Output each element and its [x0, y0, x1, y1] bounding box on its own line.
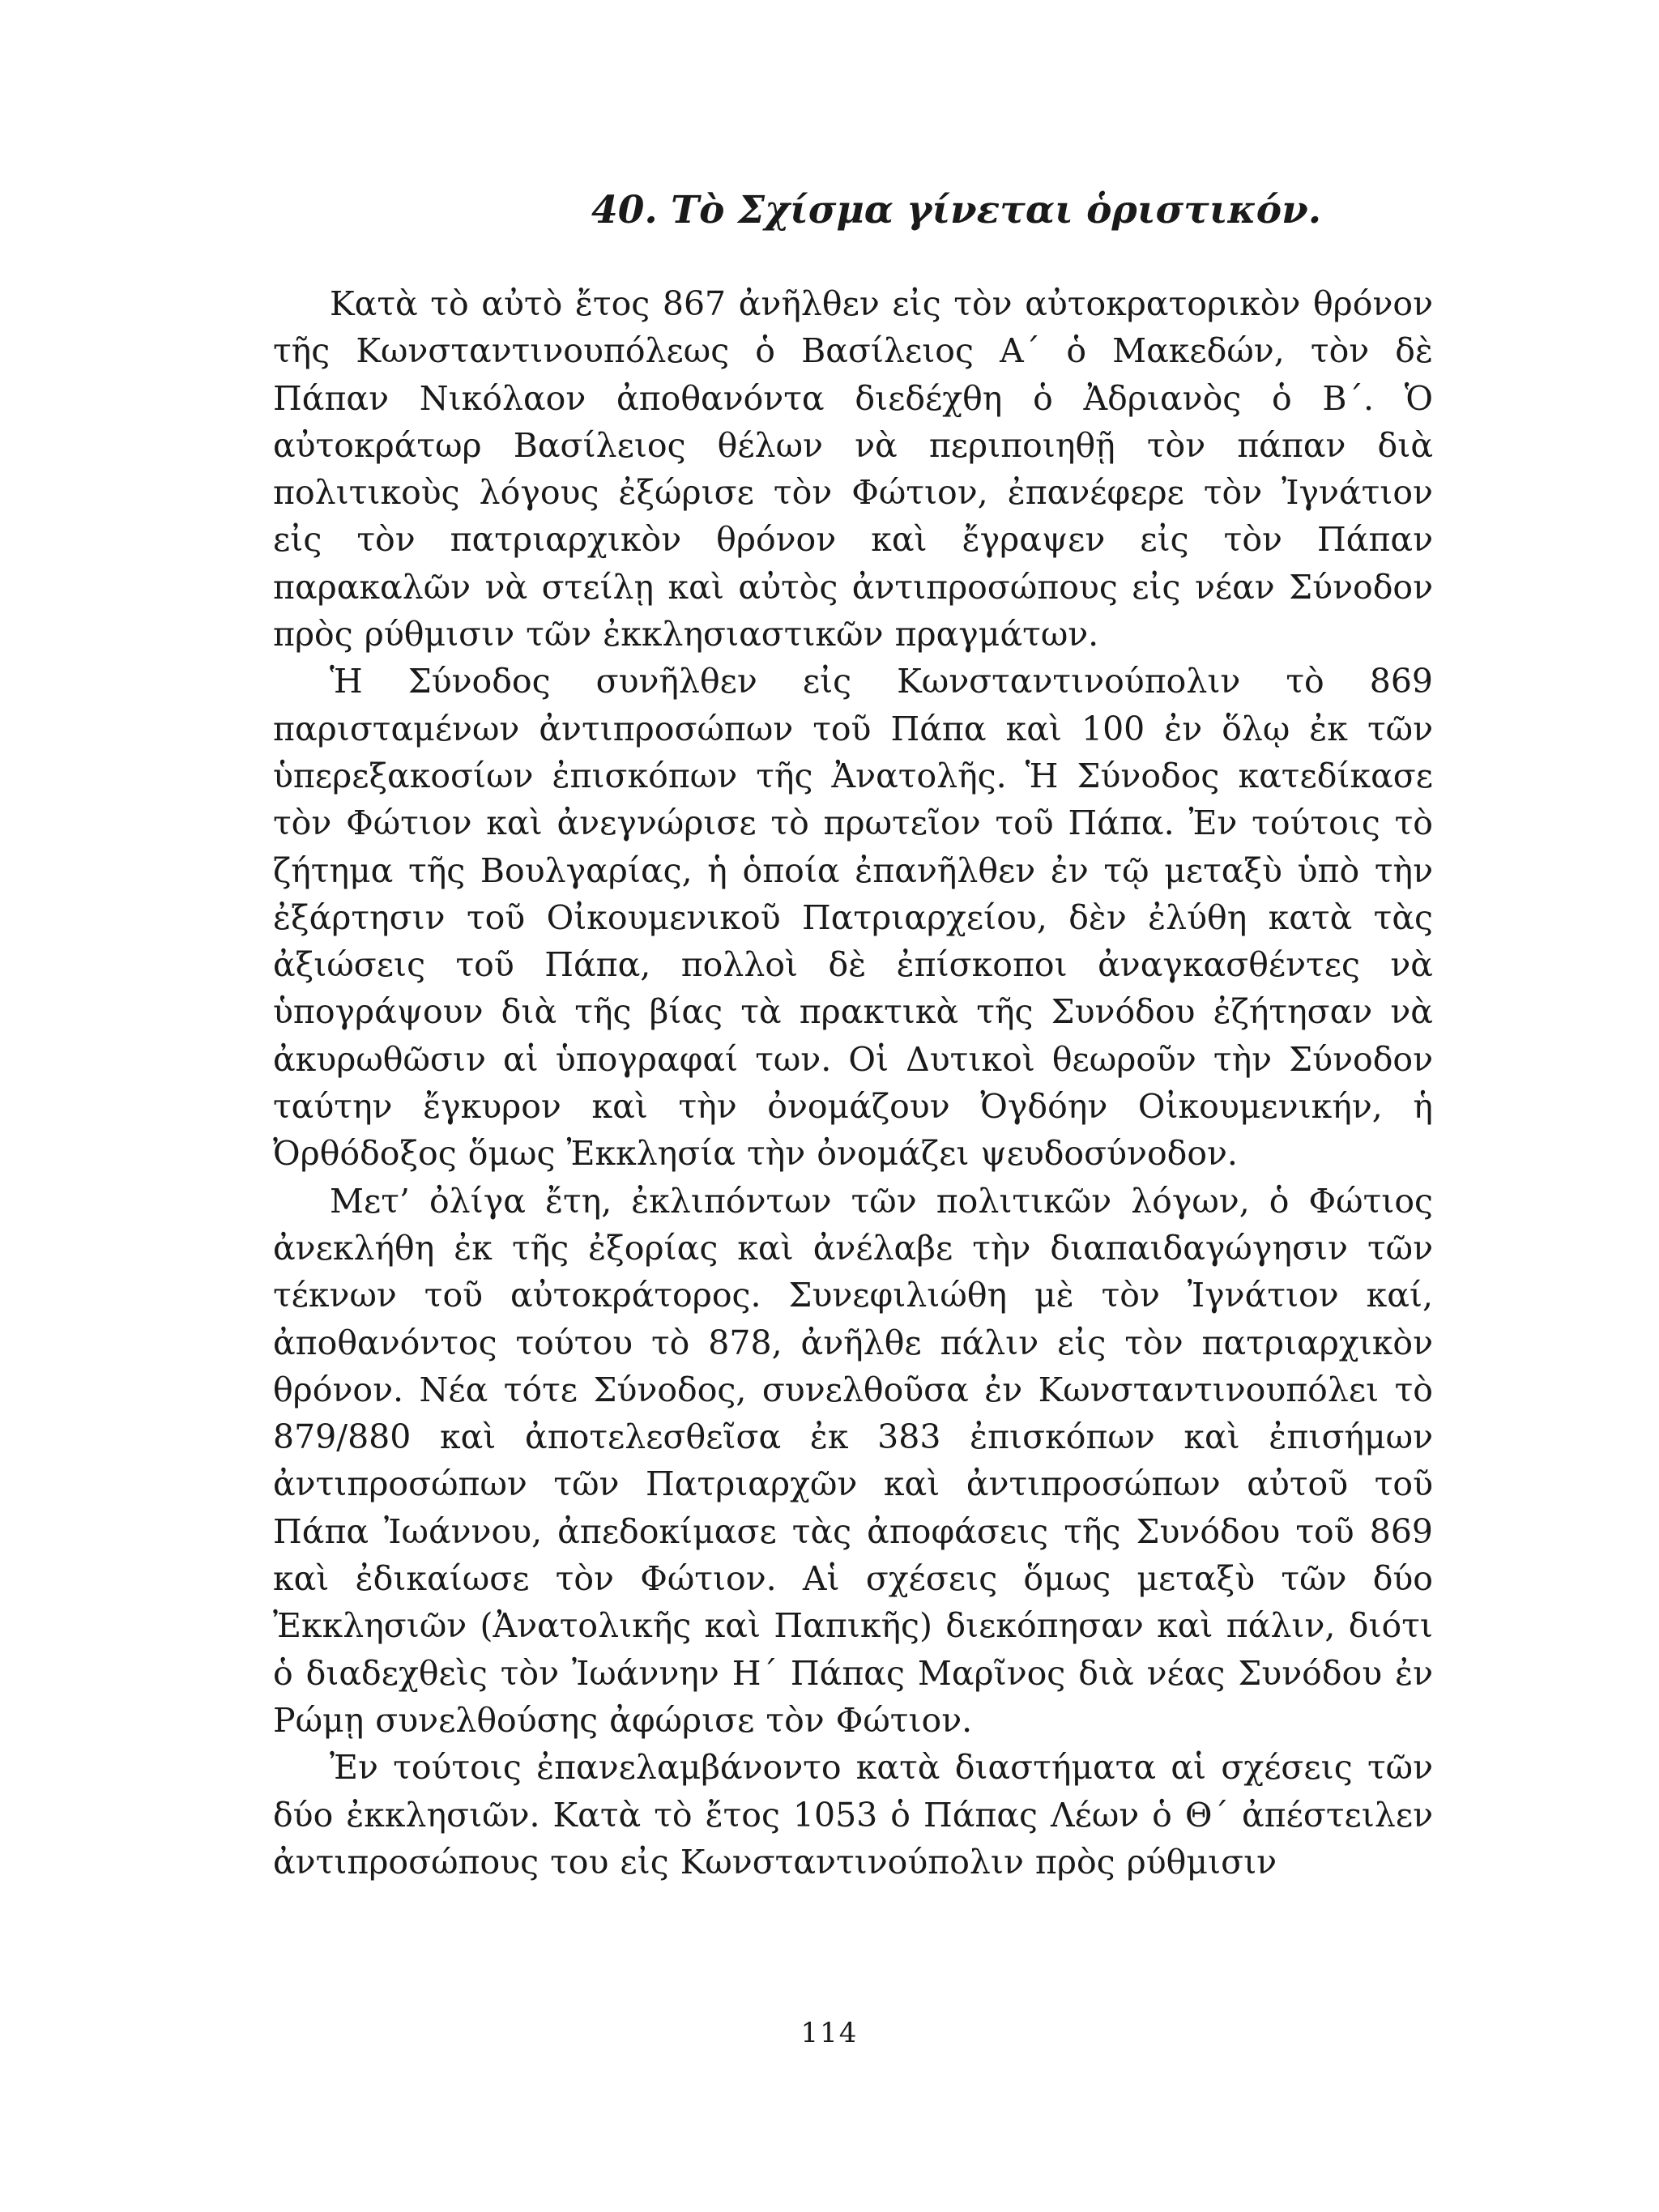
page-number: 114 — [800, 2017, 859, 2049]
paragraph-1: Κατὰ τὸ αὐτὸ ἔτος 867 ἀνῆλθεν εἰς τὸν αὐτοκρατορικὸν θρόνον τῆς Κωνσταντινουπόλεως ὁ Βασίλειος Α΄ ὁ Μακεδών, τὸν δὲ Πάπαν Νικόλαον ἀποθανόντα διεδέχθη ὁ Ἀδριανὸς ὁ Β΄. Ὁ αὐτοκράτωρ Βασίλειος θέλων νὰ περιποιηθῇ τὸν πάπαν διὰ πολιτικοὺς λόγους ἐξώρισε τὸν Φώτιον, ἐπανέφερε τὸν Ἰγνάτιον εἰς τὸν πατριαρχικὸν θρόνον καὶ ἔγραψεν εἰς τὸν Πάπαν παρακαλῶν νὰ στείλῃ καὶ αὐτὸς ἀντιπροσώπους εἰς νέαν Σύνοδον πρὸς ρύθμισιν τῶν ἐκκλησιαστικῶν πραγμάτων. — [273, 284, 1433, 654]
paragraph-2: Ἡ Σύνοδος συνῆλθεν εἰς Κωνσταντινούπολιν τὸ 869 παρισταμένων ἀντιπροσώπων τοῦ Πάπα καὶ 100 ἐν ὅλῳ ἐκ τῶν ὑπερεξακοσίων ἐπισκόπων τῆς Ἀνατολῆς. Ἡ Σύνοδος κατεδίκασε τὸν Φώτιον καὶ ἀνεγνώρισε τὸ πρωτεῖον τοῦ Πάπα. Ἐν τούτοις τὸ ζήτημα τῆς Βουλγαρίας, ἡ ὁποία ἐπανῆλθεν ἐν τῷ μεταξὺ ὑπὸ τὴν ἐξάρτησιν τοῦ Οἰκουμενικοῦ Πατριαρχείου, δὲν ἐλύθη κατὰ τὰς ἀξιώσεις τοῦ Πάπα, πολλοὶ δὲ ἐπίσκοποι ἀναγκασθέντες νὰ ὑπογράψουν διὰ τῆς βίας τὰ πρακτικὰ τῆς Συνόδου ἐζήτησαν νὰ ἀκυρωθῶσιν αἱ ὑπογραφαί των. Οἱ Δυτικοὶ θεωροῦν τὴν Σύνοδον ταύτην ἔγκυρον καὶ τὴν ὀνομάζουν Ὀγδόην Οἰκουμενικήν, ἡ Ὀρθόδοξος ὅμως Ἐκκλησία τὴν ὀνομάζει ψευδοσύνοδον. — [273, 662, 1433, 1174]
section-heading: 40. Τὸ Σχίσμα γίνεται ὁριστικόν. — [591, 188, 1322, 232]
body-text — [273, 280, 1433, 1886]
paragraph-3: Μετ’ ὀλίγα ἔτη, ἐκλιπόντων τῶν πολιτικῶν λόγων, ὁ Φώτιος ἀνεκλήθη ἐκ τῆς ἐξορίας καὶ ἀνέλαβε τὴν διαπαιδαγώγησιν τῶν τέκνων τοῦ αὐτοκράτορος. Συνεφιλιώθη μὲ τὸν Ἰγνάτιον καί, ἀποθανόντος τούτου τὸ 878, ἀνῆλθε πάλιν εἰς τὸν πατριαρχικὸν θρόνον. Νέα τότε Σύνοδος, συνελθοῦσα ἐν Κωνσταντινουπόλει τὸ 879/880 καὶ ἀποτελεσθεῖσα ἐκ 383 ἐπισκόπων καὶ ἐπισήμων ἀντιπροσώπων τῶν Πατριαρχῶν καὶ ἀντιπροσώπων αὐτοῦ τοῦ Πάπα Ἰωάννου, ἀπεδοκίμασε τὰς ἀποφάσεις τῆς Συνόδου τοῦ 869 καὶ ἐδικαίωσε τὸν Φώτιον. Αἱ σχέσεις ὅμως μεταξὺ τῶν δύο Ἐκκλησιῶν (Ἀνατολικῆς καὶ Παπικῆς) διεκόπησαν καὶ πάλιν, διότι ὁ διαδεχθεὶς τὸν Ἰωάννην Η΄ Πάπας Μαρῖνος διὰ νέας Συνόδου ἐν Ρώμῃ συνελθούσης ἀφώρισε τὸν Φώτιον. — [273, 1181, 1433, 1740]
paragraph-4: Ἐν τούτοις ἐπανελαμβάνοντο κατὰ διαστήματα αἱ σχέσεις τῶν δύο ἐκκλησιῶν. Κατὰ τὸ ἔτος 1053 ὁ Πάπας Λέων ὁ Θ΄ ἀπέστειλεν ἀντιπροσώπους του εἰς Κωνσταντινούπολιν πρὸς ρύθμισιν — [273, 1748, 1433, 1882]
